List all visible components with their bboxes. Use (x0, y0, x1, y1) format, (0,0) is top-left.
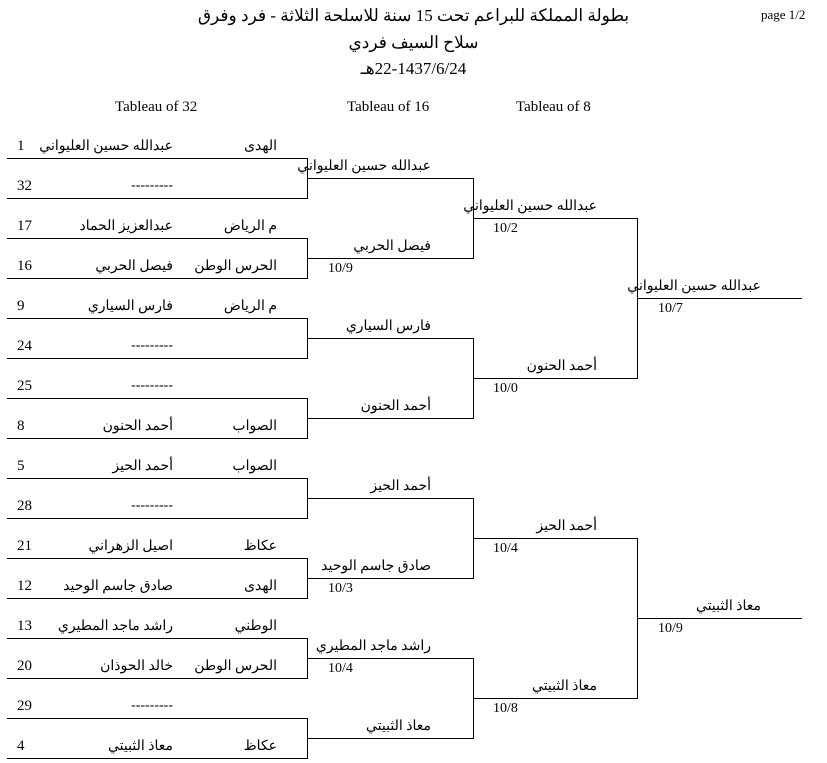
seed-number: 25 (17, 378, 32, 394)
bout-score: 10/0 (493, 381, 518, 396)
seed-number: 28 (17, 498, 32, 514)
seed-number: 5 (17, 458, 25, 474)
fencer-name: فارس السياري (87, 299, 173, 314)
entry-line (473, 538, 638, 539)
entry-line (7, 638, 308, 639)
fencer-name: أحمد الحيز (112, 459, 173, 474)
fencer-name: معاذ الثبيتي (366, 719, 431, 734)
entry-line (7, 718, 308, 719)
entry-line (307, 258, 474, 259)
page-number: page 1/2 (761, 7, 806, 22)
seed-number: 9 (17, 298, 25, 314)
fencer-name: أحمد الحنون (360, 399, 431, 414)
fencer-name: راشد ماجد المطيري (57, 619, 173, 634)
entry-line (307, 178, 474, 179)
entry-line (473, 218, 638, 219)
seed-number: 12 (17, 578, 32, 594)
fencer-name: صادق جاسم الوحيد (321, 559, 431, 574)
entry-line (7, 558, 308, 559)
club-name: عكاظ (243, 539, 277, 554)
fencer-name: --------- (131, 498, 173, 513)
club-name: م الرياض (223, 219, 277, 234)
fencer-name: أحمد الحنون (526, 359, 597, 374)
entry-line (7, 438, 308, 439)
fencer-name: عبدالعزيز الحماد (79, 219, 173, 234)
fencer-name: أحمد الحيز (370, 479, 431, 494)
bout-score: 10/3 (328, 581, 353, 596)
club-name: م الرياض (223, 299, 277, 314)
entry-line (307, 738, 474, 739)
bout-score: 10/4 (493, 541, 518, 556)
seed-number: 16 (17, 258, 32, 274)
entry-line (7, 678, 308, 679)
fencer-name: اصيل الزهراني (88, 539, 173, 554)
bout-score: 10/4 (328, 661, 353, 676)
header-tableau-32: Tableau of 32 (115, 99, 198, 115)
bout-score: 10/2 (493, 221, 518, 236)
entry-line (7, 598, 308, 599)
tournament-title: بطولة المملكة للبراعم تحت 15 سنة للاسلحة الثلاثة - فرد وفرق (197, 6, 630, 25)
seed-number: 20 (17, 658, 32, 674)
weapon-subtitle: سلاح السيف فردي (348, 33, 479, 52)
seed-number: 32 (17, 178, 32, 194)
fencer-name: فيصل الحربي (95, 259, 173, 274)
club-name: الهدى (244, 139, 277, 154)
fencer-name: عبدالله حسين العليواني (297, 159, 431, 174)
club-name: الصواب (232, 419, 277, 434)
entry-line (307, 338, 474, 339)
fencer-name: عبدالله حسين العليواني (39, 139, 173, 154)
fencer-name: معاذ الثبيتي (532, 679, 597, 694)
seed-number: 29 (17, 698, 32, 714)
entry-line (7, 358, 308, 359)
seed-number: 24 (17, 338, 32, 354)
bout-score: 10/9 (328, 261, 353, 276)
club-name: الهدى (244, 579, 277, 594)
entry-line (7, 398, 308, 399)
entry-line (7, 238, 308, 239)
fencer-name: صادق جاسم الوحيد (63, 579, 173, 594)
club-name: الوطني (234, 619, 277, 634)
fencer-name: فيصل الحربي (353, 239, 431, 254)
entry-line (637, 618, 802, 619)
bout-score: 10/9 (658, 621, 683, 636)
entry-line (7, 158, 308, 159)
entry-line (473, 378, 638, 379)
fencer-name: عبدالله حسين العليواني (627, 279, 761, 294)
fencer-name: أحمد الحيز (536, 519, 597, 534)
club-name: الحرس الوطن (194, 259, 277, 274)
fencer-name: --------- (131, 338, 173, 353)
fencer-name: --------- (131, 178, 173, 193)
seed-number: 17 (17, 218, 32, 234)
entry-line (307, 658, 474, 659)
fencer-name: عبدالله حسين العليواني (463, 199, 597, 214)
fencer-name: --------- (131, 698, 173, 713)
entry-line (7, 318, 308, 319)
bout-score: 10/7 (658, 301, 683, 316)
header-tableau-8: Tableau of 8 (516, 99, 591, 115)
seed-number: 4 (17, 738, 25, 754)
club-name: الحرس الوطن (194, 659, 277, 674)
fencer-name: معاذ الثبيتي (108, 739, 173, 754)
seed-number: 13 (17, 618, 32, 634)
entry-line (7, 198, 308, 199)
entry-line (7, 478, 308, 479)
date-line: 22-1437/6/24هـ (360, 59, 467, 78)
seed-number: 1 (17, 138, 25, 154)
fencer-name: خالد الحوذان (100, 659, 173, 674)
fencer-name: راشد ماجد المطيري (315, 639, 431, 654)
entry-line (637, 298, 802, 299)
fencer-name: فارس السياري (345, 319, 431, 334)
fencer-name: معاذ الثبيتي (696, 599, 761, 614)
entry-line (307, 418, 474, 419)
entry-line (307, 578, 474, 579)
entry-line (7, 758, 308, 759)
seed-number: 21 (17, 538, 32, 554)
fencer-name: أحمد الحنون (102, 419, 173, 434)
header-tableau-16: Tableau of 16 (347, 99, 430, 115)
seed-number: 8 (17, 418, 25, 434)
entry-line (473, 698, 638, 699)
entry-line (7, 518, 308, 519)
bout-score: 10/8 (493, 701, 518, 716)
entry-line (7, 278, 308, 279)
club-name: الصواب (232, 459, 277, 474)
fencer-name: --------- (131, 378, 173, 393)
entry-line (307, 498, 474, 499)
club-name: عكاظ (243, 739, 277, 754)
